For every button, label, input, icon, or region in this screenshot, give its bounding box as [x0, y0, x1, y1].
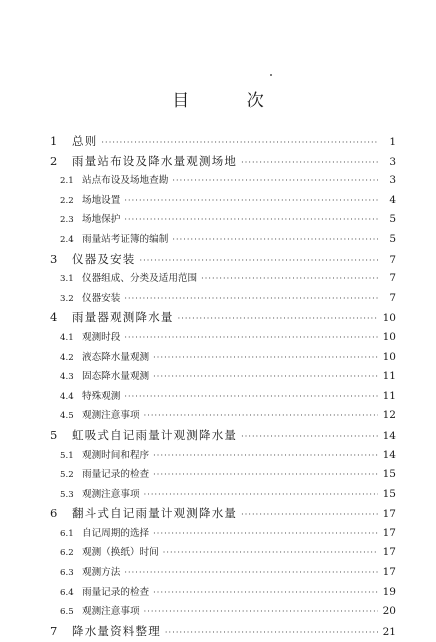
toc-entry-number: 2 — [50, 153, 58, 168]
dot-leader — [241, 432, 378, 441]
toc-entry-label: 仪器组成、分类及适用范围 — [82, 273, 198, 285]
toc-entry-label: 雨量器观测降水量 — [72, 310, 174, 325]
toc-entry[interactable] — [48, 525, 396, 545]
toc-entry[interactable] — [48, 211, 396, 231]
dot-leader — [201, 274, 378, 283]
toc-entry-page: 12 — [382, 409, 396, 422]
toc-entry[interactable] — [48, 466, 396, 486]
toc-entry-number: 5.1 — [60, 450, 74, 461]
toc-entry-label: 固态降水量观测 — [82, 371, 150, 383]
toc-entry-number: 3.2 — [60, 293, 74, 304]
toc-entry[interactable] — [48, 505, 396, 525]
toc-entry[interactable] — [48, 368, 396, 388]
dot-leader — [172, 235, 378, 244]
toc-entry[interactable] — [48, 388, 396, 408]
toc-entry[interactable] — [48, 564, 396, 584]
toc-entry[interactable] — [48, 133, 396, 153]
toc-entry-page: 14 — [382, 429, 396, 442]
toc-entry[interactable] — [48, 192, 396, 212]
toc-entry-page: 10 — [382, 312, 396, 325]
toc-entry-page: 17 — [382, 546, 396, 559]
toc-entry-label: 翻斗式自记雨量计观测降水量 — [72, 506, 238, 521]
toc-entry[interactable] — [48, 251, 396, 271]
toc-entry[interactable] — [48, 270, 396, 290]
dot-leader — [144, 411, 378, 420]
toc-entry-label: 观测注意事项 — [82, 410, 140, 422]
dot-leader — [153, 588, 378, 597]
dot-leader — [124, 333, 378, 342]
toc-entry-label: 观测（换纸）时间 — [82, 547, 159, 559]
toc-entry-number: 6.4 — [60, 587, 74, 598]
toc-entry-label: 观测注意事项 — [82, 488, 140, 500]
toc-entry-page: 5 — [389, 232, 396, 245]
toc-entry-page: 21 — [382, 625, 396, 638]
dot-leader — [153, 353, 378, 362]
toc-entry-page: 17 — [382, 508, 396, 521]
toc-entry-number: 6.2 — [60, 548, 74, 559]
dot-leader — [165, 628, 378, 637]
toc-entry-label: 雨量记录的检查 — [82, 469, 150, 481]
toc-entry-label: 站点布设及场地查勘 — [82, 175, 169, 187]
toc-entry-label: 自记周期的选择 — [82, 527, 150, 539]
toc-entry-page: 19 — [382, 585, 396, 598]
toc-entry-number: 6 — [50, 506, 58, 521]
toc-entry-label: 场地设置 — [82, 194, 121, 206]
toc-entry-page: 10 — [382, 350, 396, 363]
toc-entry-page: 3 — [389, 155, 396, 168]
scan-speck — [270, 74, 272, 76]
toc-title: 目 次 — [172, 91, 290, 111]
toc-entry-number: 4.2 — [60, 352, 74, 363]
toc-entry[interactable] — [48, 544, 396, 564]
toc-entry-number: 1 — [50, 134, 58, 148]
dot-leader — [153, 451, 378, 460]
dot-leader — [124, 392, 378, 401]
toc-entry-number: 6.3 — [60, 568, 74, 579]
dot-leader — [101, 138, 378, 147]
toc-entry-label: 雨量站布设及降水量观测场地 — [72, 153, 238, 168]
toc-entry-label: 观测方法 — [82, 567, 121, 579]
toc-entry-number: 2.2 — [60, 195, 74, 206]
toc-entry-label: 降水量资料整理 — [72, 623, 161, 638]
toc-entry-page: 10 — [382, 330, 396, 343]
toc-entry-label: 观测注意事项 — [82, 606, 140, 618]
toc-entry-label: 液态降水量观测 — [82, 351, 150, 363]
toc-entry-page: 3 — [389, 174, 396, 187]
table-of-contents — [48, 133, 396, 642]
toc-entry[interactable] — [48, 486, 396, 506]
toc-entry-page: 11 — [382, 389, 396, 402]
toc-entry-page: 14 — [382, 448, 396, 461]
toc-entry-page: 11 — [382, 370, 396, 383]
toc-entry[interactable] — [48, 153, 396, 173]
dot-leader — [172, 176, 378, 185]
toc-entry-page: 5 — [389, 213, 396, 226]
toc-entry[interactable] — [48, 231, 396, 251]
toc-entry-page: 1 — [389, 136, 396, 148]
toc-entry-page: 17 — [382, 526, 396, 539]
toc-entry-label: 特殊观测 — [82, 390, 121, 402]
dot-leader — [124, 294, 378, 303]
toc-entry[interactable] — [48, 427, 396, 447]
toc-entry-number: 4.3 — [60, 372, 74, 383]
toc-entry-page: 7 — [389, 253, 396, 266]
toc-entry[interactable] — [48, 309, 396, 329]
toc-entry-number: 5.2 — [60, 470, 74, 481]
dot-leader — [144, 607, 378, 616]
toc-entry-number: 6.1 — [60, 528, 74, 539]
dot-leader — [153, 529, 378, 538]
toc-entry[interactable] — [48, 172, 396, 192]
toc-entry-number: 6.5 — [60, 607, 74, 618]
toc-entry[interactable] — [48, 290, 396, 310]
dot-leader — [163, 548, 378, 557]
dot-leader — [241, 510, 378, 519]
toc-entry-number: 2.3 — [60, 215, 74, 226]
dot-leader — [178, 314, 378, 323]
toc-entry-number: 3 — [50, 251, 58, 266]
toc-entry-page: 15 — [382, 468, 396, 481]
toc-entry-label: 仪器安装 — [82, 292, 121, 304]
dot-leader — [124, 568, 378, 577]
toc-entry[interactable] — [48, 447, 396, 467]
dot-leader — [144, 490, 378, 499]
toc-entry-number: 4.4 — [60, 391, 74, 402]
toc-entry-number: 2.4 — [60, 234, 74, 245]
toc-entry[interactable] — [48, 329, 396, 349]
dot-leader — [153, 470, 378, 479]
toc-entry-number: 5 — [50, 427, 58, 442]
toc-entry-page: 7 — [389, 291, 396, 304]
dot-leader — [124, 196, 378, 205]
toc-entry-number: 4.5 — [60, 411, 74, 422]
toc-entry-number: 2.1 — [60, 176, 74, 187]
toc-entry-number: 7 — [50, 623, 58, 638]
toc-entry-page: 20 — [382, 605, 396, 618]
toc-entry-page: 17 — [382, 566, 396, 579]
toc-entry[interactable] — [48, 623, 396, 642]
toc-entry[interactable] — [48, 603, 396, 623]
toc-entry-label: 总则 — [72, 134, 98, 148]
toc-entry-number: 4.1 — [60, 332, 74, 343]
toc-entry-label: 观测时段 — [82, 331, 121, 343]
toc-entry-page: 4 — [389, 193, 396, 206]
toc-entry-label: 观测时间和程序 — [82, 449, 150, 461]
toc-entry-label: 雨量站考证簿的编制 — [82, 233, 169, 245]
dot-leader — [140, 256, 379, 265]
toc-entry-number: 4 — [50, 310, 58, 325]
toc-entry-page: 15 — [382, 487, 396, 500]
toc-entry[interactable] — [48, 584, 396, 604]
toc-entry-number: 3.1 — [60, 274, 74, 285]
dot-leader — [124, 215, 378, 224]
toc-entry[interactable] — [48, 407, 396, 427]
toc-entry-number: 5.3 — [60, 489, 74, 500]
toc-entry-page: 7 — [389, 272, 396, 285]
dot-leader — [153, 372, 378, 381]
toc-entry-label: 场地保护 — [82, 214, 121, 226]
toc-entry-label: 虹吸式自记雨量计观测降水量 — [72, 427, 238, 442]
toc-entry[interactable] — [48, 349, 396, 369]
toc-entry-label: 雨量记录的检查 — [82, 586, 150, 598]
dot-leader — [241, 158, 378, 167]
toc-entry-label: 仪器及安装 — [72, 251, 136, 266]
